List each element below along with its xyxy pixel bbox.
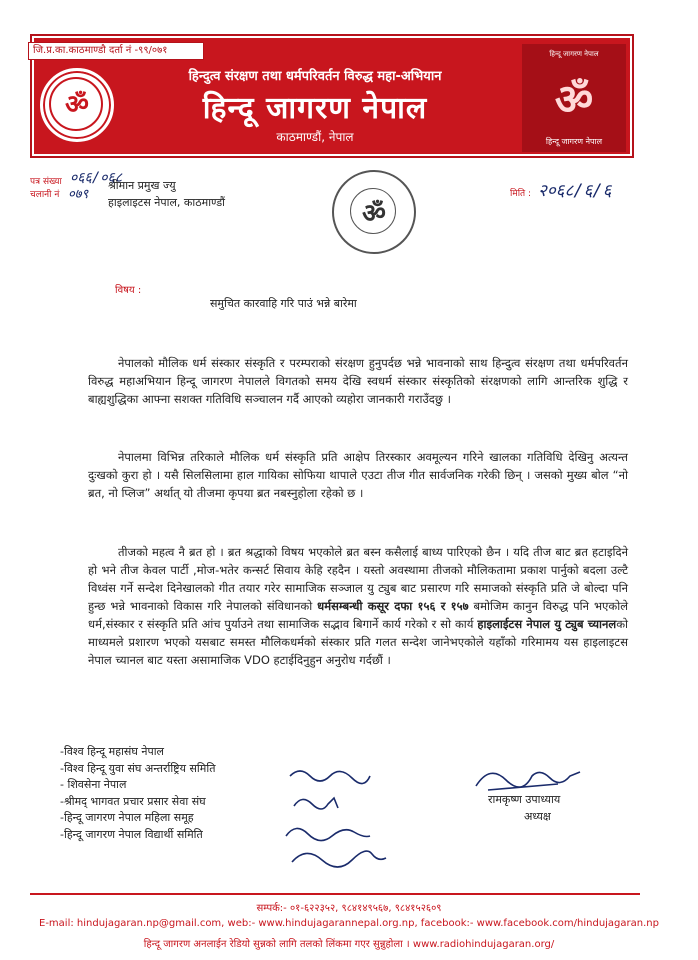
dispatch-number-label: चलानी नं	[30, 190, 60, 200]
om-icon: ॐ	[362, 199, 386, 229]
organization-name: हिन्दू जागरण नेपाल	[202, 91, 428, 126]
signatory-name: रामकृष्ण उपाध्याय	[488, 793, 561, 806]
emblem-bottom-text: हिन्दू जागरण नेपाल	[545, 137, 603, 146]
subject-label: विषय :	[115, 285, 142, 296]
organization-seal-logo	[40, 68, 114, 142]
law-reference: धर्मसम्बन्धी कसूर दफा १५६ र १५७	[317, 599, 469, 613]
organization-tagline: हिन्दुत्व संरक्षण तथा धर्मपरिवर्तन विरुद्ध महा-अभियान	[188, 69, 442, 84]
handwritten-signatures	[280, 762, 400, 872]
body-paragraph-1: नेपालको मौलिक धर्म संस्कार संस्कृति र परम्पराको संरक्षण हुनुपर्दछ भन्ने भावनाको साथ हिन्दुत्व संरक्षण तथा धर्मपरिवर्तन विरुद्ध महाअभियान हिन्दू जागरण नेपालले विगतको समय देखि स्वधर्म संस्कार संस्कृतिको संरक्षणको लागि आन्तरिक शुद्धि र बाह्यशुद्धिका आफ्ना सशक्त गतिविधि सञ्चालन गर्दै आएको व्यहोरा जानकारी गराउँदछु ।	[88, 356, 628, 406]
date-value: २०६८/६/६	[538, 181, 612, 201]
letter-number-value: ०६६/०६८	[70, 170, 123, 186]
copy-recipient: -हिन्दू जागरण नेपाल विद्यार्थी समिति	[60, 827, 203, 841]
signatory-title: अध्यक्ष	[524, 810, 551, 823]
recipient-line-2: हाइलाइटस नेपाल, काठमाण्डौं	[108, 196, 226, 209]
footer-radio-link: हिन्दू जागरण अनलाईन रेडियो सुन्नको लागि तलको लिंकमा गएर सुन्नुहोला । www.radiohindujagaran.org/	[143, 939, 555, 950]
body-paragraph-3: तीजको महत्व नै ब्रत हो । ब्रत श्रद्धाको विषय भएकोले ब्रत बस्न कसैलाई बाध्य पारिएको छैन । यदि तीज बाट ब्रत हटाइदिने हो भने तीज केवल पार्टी ,मोज-भतेर कन्सर्ट सिवाय केहि रहदैन । यस्तो अवस्थामा तीजको मौलिकतामा प्रकाश पार्नुको बदला उल्टै विध्वंस गर्ने सन्देश दिनेखालको गीत तयार गरेर सामाजिक सञ्जाल यु ट्युब बाट प्रसारण गरि समाजको संस्कृति प्रति जे बोल्दा पनि हुन्छ भन्ने भावनाको विकास गरि नेपालको संविधानको धर्मसम्बन्धी कसूर दफा १५६ र १५७ बमोजिम कानुन विरुद्ध पनि भएकोले धर्म,संस्कार र संस्कृति प्रति आंच पुर्याउने तथा सामाजिक सद्भाव बिगार्ने कार्य गरेको र सो कार्य हाइलाईटस नेपाल यु ट्युब च्यानलको माध्यमले प्रशारण भएको यसबाट समस्त मौलिकधर्मको संस्कार प्रति गलत सन्देश जानेभएकोले यहाँको गरिमामय यस हाइलाइटस नेपाल च्यानल बाट यस्ता असामाजिक VDO हटाईदिनुहुन अनुरोध गर्दछौं ।	[88, 545, 628, 667]
copy-recipient: -हिन्दू जागरण नेपाल महिला समूह	[60, 811, 194, 824]
organization-city: काठमाण्डौं, नेपाल	[276, 130, 354, 144]
footer-contact: सम्पर्क:- ०१-६२२३५२, ९८४१४९५६७, ९८४१५२६०९	[256, 903, 442, 914]
dispatch-number-value: ०७९	[68, 187, 89, 202]
footer-divider	[30, 893, 640, 895]
emblem-top-text: हिन्दू जागरण नेपाल	[549, 50, 599, 58]
registration-number: जि.प्र.का.काठमाण्डौ दर्ता नं -९९/०७१	[28, 42, 204, 60]
copy-recipient: -श्रीमद् भागवत प्रचार प्रसार सेवा संघ	[60, 794, 206, 808]
om-emblem-panel	[522, 44, 626, 152]
copy-recipient: -विश्व हिन्दू महासंघ नेपाल	[60, 745, 165, 758]
subject-text: समुचित कारवाहि गरि पाउं भन्ने बारेमा	[210, 297, 357, 310]
letter-number-label: पत्र संख्या	[30, 177, 62, 187]
copies-list	[60, 744, 215, 843]
body-paragraph-2: नेपालमा विभिन्न तरिकाले मौलिक धर्म संस्कृति प्रति आक्षेप तिरस्कार अवमूल्यन गरिने खालका गतिविधि देखिनु अत्यन्त दुःखको कुरा हो । यसै सिलसिलामा हाल गायिका सोफिया थापाले एउटा तीज गीत सार्वजनिक गरेकी छिन् । जसको मुख्य बोल “नो ब्रत, नो प्लिज” अर्थात् यो तीजमा कृपया ब्रत नबस्नुहोला रहेको छ ।	[88, 450, 628, 500]
copy-recipient: - शिवसेना नेपाल	[60, 778, 127, 791]
channel-name: हाइलाईटस नेपाल यु ट्युब च्यानल	[477, 617, 617, 631]
president-signature	[468, 760, 598, 796]
copy-recipient: -विश्व हिन्दू युवा संघ अन्तर्राष्ट्रिय समिति	[60, 761, 216, 775]
recipient-line-1: श्रीमान प्रमुख ज्यु	[108, 179, 176, 192]
date-label: मिति :	[510, 189, 532, 199]
om-icon: ॐ	[554, 75, 594, 124]
office-stamp	[332, 170, 416, 254]
om-icon: ॐ	[65, 90, 89, 120]
footer-web-links: E-mail: hindujagaran.np@gmail.com, web:- www.hindujagarannepal.org.np, facebook:- www.facebook.com/hindujagaran.np	[39, 918, 659, 929]
